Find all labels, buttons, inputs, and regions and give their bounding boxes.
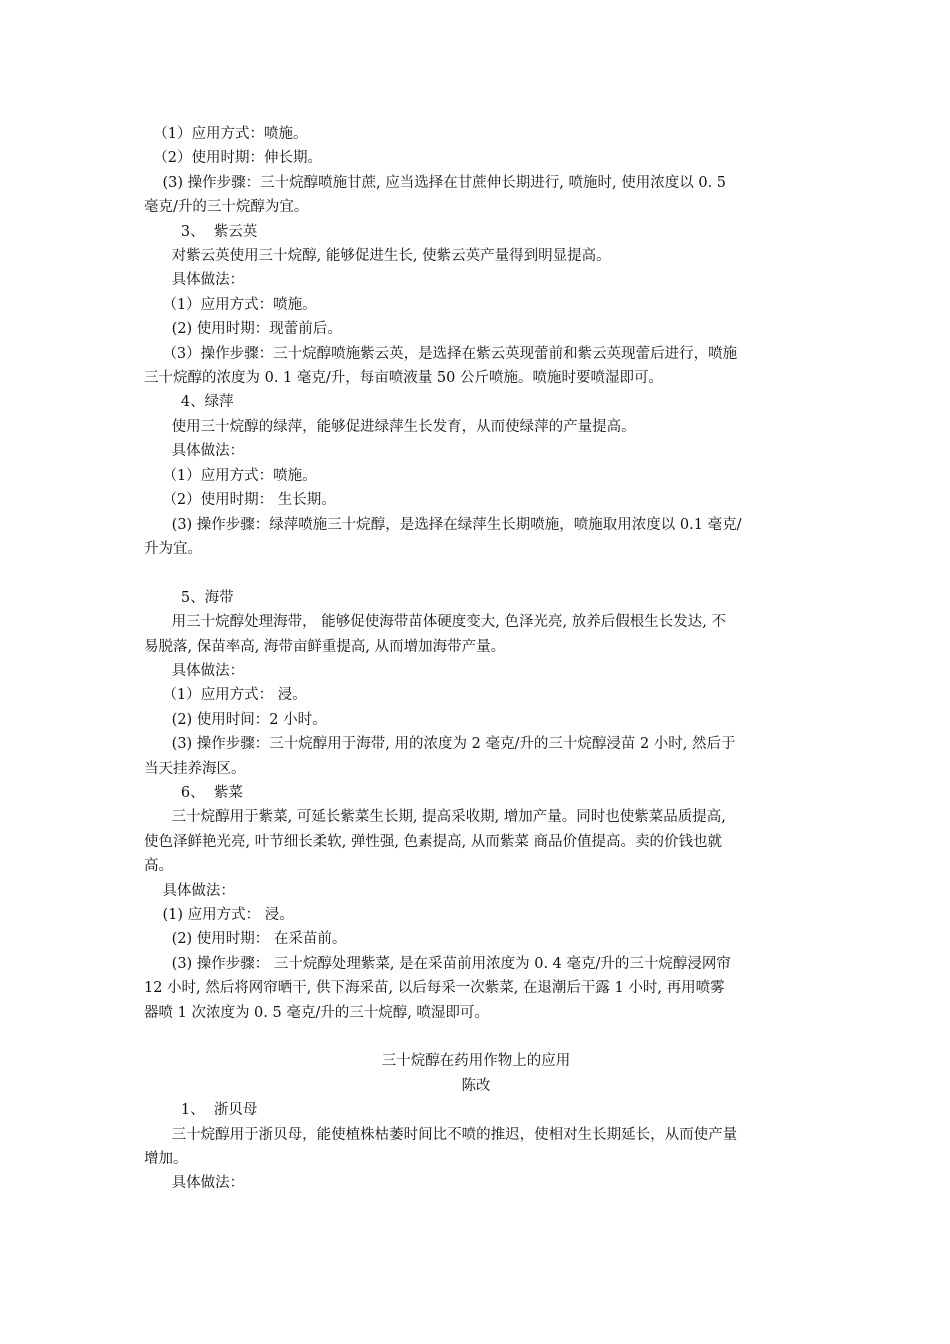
section-body (144, 1098, 808, 1196)
section-title: 三十烷醇在药用作物上的应用 (381, 1053, 571, 1070)
author-name: 陈改 (461, 1077, 491, 1094)
text-line: 使用三十烷醇的绿萍，能够促进绿萍生长发育，从而使绿萍的产量提高。 (144, 418, 636, 435)
text-line: 升为宜。 (144, 540, 202, 557)
text-line: 毫克/升的三十烷醇为宜。 (144, 199, 309, 216)
text-line: （2）使用时期：伸长期。 (144, 150, 322, 167)
text-line: （1）应用方式：喷施。 (144, 467, 317, 484)
text-line: （1）应用方式： 浸。 (144, 687, 307, 704)
text-line: (3) 操作步骤：绿萍喷施三十烷醇，是选择在绿萍生长期喷施，喷施取用浓度以 0.1 毫克/ (144, 516, 742, 533)
text-line: 6、 紫菜 (144, 784, 243, 801)
text-line: (3) 操作步骤： 三十烷醇处理紫菜, 是在采苗前用浓度为 0. 4 毫克/升的三十烷醇浸网帘 (144, 955, 731, 972)
text-line: 1、 浙贝母 (144, 1102, 258, 1119)
text-line: 4、绿萍 (144, 394, 234, 411)
text-line: (2) 使用时间：2 小时。 (144, 711, 327, 728)
text-line: (3) 操作步骤：三十烷醇喷施甘蔗, 应当选择在甘蔗伸长期进行, 喷施时, 使用浓度以 0. 5 (144, 174, 727, 191)
text-line: （3）操作步骤：三十烷醇喷施紫云英，是选择在紫云英现蕾前和紫云英现蕾后进行，喷施 (144, 345, 738, 362)
text-line (144, 561, 808, 585)
text-line: 对紫云英使用三十烷醇, 能够促进生长, 使紫云英产量得到明显提高。 (144, 248, 611, 265)
text-line: 易脱落, 保苗率高, 海带亩鲜重提高, 从而增加海带产量。 (144, 638, 506, 655)
text-line: (1) 应用方式： 浸。 (144, 906, 294, 923)
text-line: 器喷 1 次浓度为 0. 5 毫克/升的三十烷醇, 喷湿即可。 (144, 1004, 489, 1021)
text-line: 使色泽鲜艳光亮, 叶节细长柔软, 弹性强, 色素提高, 从而紫菜 商品价值提高。卖的价钱也就 (144, 833, 722, 850)
document-body (144, 122, 808, 1049)
document-page (144, 122, 808, 1196)
text-line: （1）应用方式：喷施。 (144, 296, 317, 313)
text-line: (2) 使用时期：现蕾前后。 (144, 321, 342, 338)
text-line: 具体做法： (144, 882, 235, 899)
text-line: 三十烷醇用于浙贝母，能使植株枯萎时间比不喷的推迟，使相对生长期延长，从而使产量 (144, 1126, 738, 1143)
text-line: 5、海带 (144, 589, 234, 606)
text-line: （1）应用方式：喷施。 (144, 126, 308, 142)
text-line: 具体做法： (144, 1175, 245, 1192)
text-line (144, 1025, 808, 1049)
text-line: 具体做法： (144, 272, 245, 289)
text-line: (3) 操作步骤：三十烷醇用于海带, 用的浓度为 2 毫克/升的三十烷醇浸苗 2 小时, 然后于 (144, 736, 736, 753)
text-line: 三十烷醇的浓度为 0. 1 毫克/升，每亩喷液量 50 公斤喷施。喷施时要喷湿即可。 (144, 370, 663, 387)
text-line: 三十烷醇用于紫菜, 可延长紫菜生长期, 提高采收期, 增加产量。同时也使紫菜品质提高, (144, 809, 726, 826)
text-line: 当天挂养海区。 (144, 760, 246, 777)
text-line: 高。 (144, 858, 173, 875)
text-line: 3、 紫云英 (144, 223, 258, 240)
text-line: 具体做法： (144, 662, 245, 679)
text-line: 具体做法： (144, 443, 245, 460)
text-line: (2) 使用时期： 在采苗前。 (144, 931, 347, 948)
text-line: 增加。 (144, 1151, 188, 1168)
text-line: 用三十烷醇处理海带， 能够促使海带苗体硬度变大, 色泽光亮, 放养后假根生长发达, 不 (144, 614, 726, 631)
text-line: （2）使用时期： 生长期。 (144, 492, 336, 509)
text-line: 12 小时, 然后将网帘晒干, 供下海采苗, 以后每采一次紫菜, 在退潮后干露 1 小时, 再用喷雾 (144, 980, 725, 997)
